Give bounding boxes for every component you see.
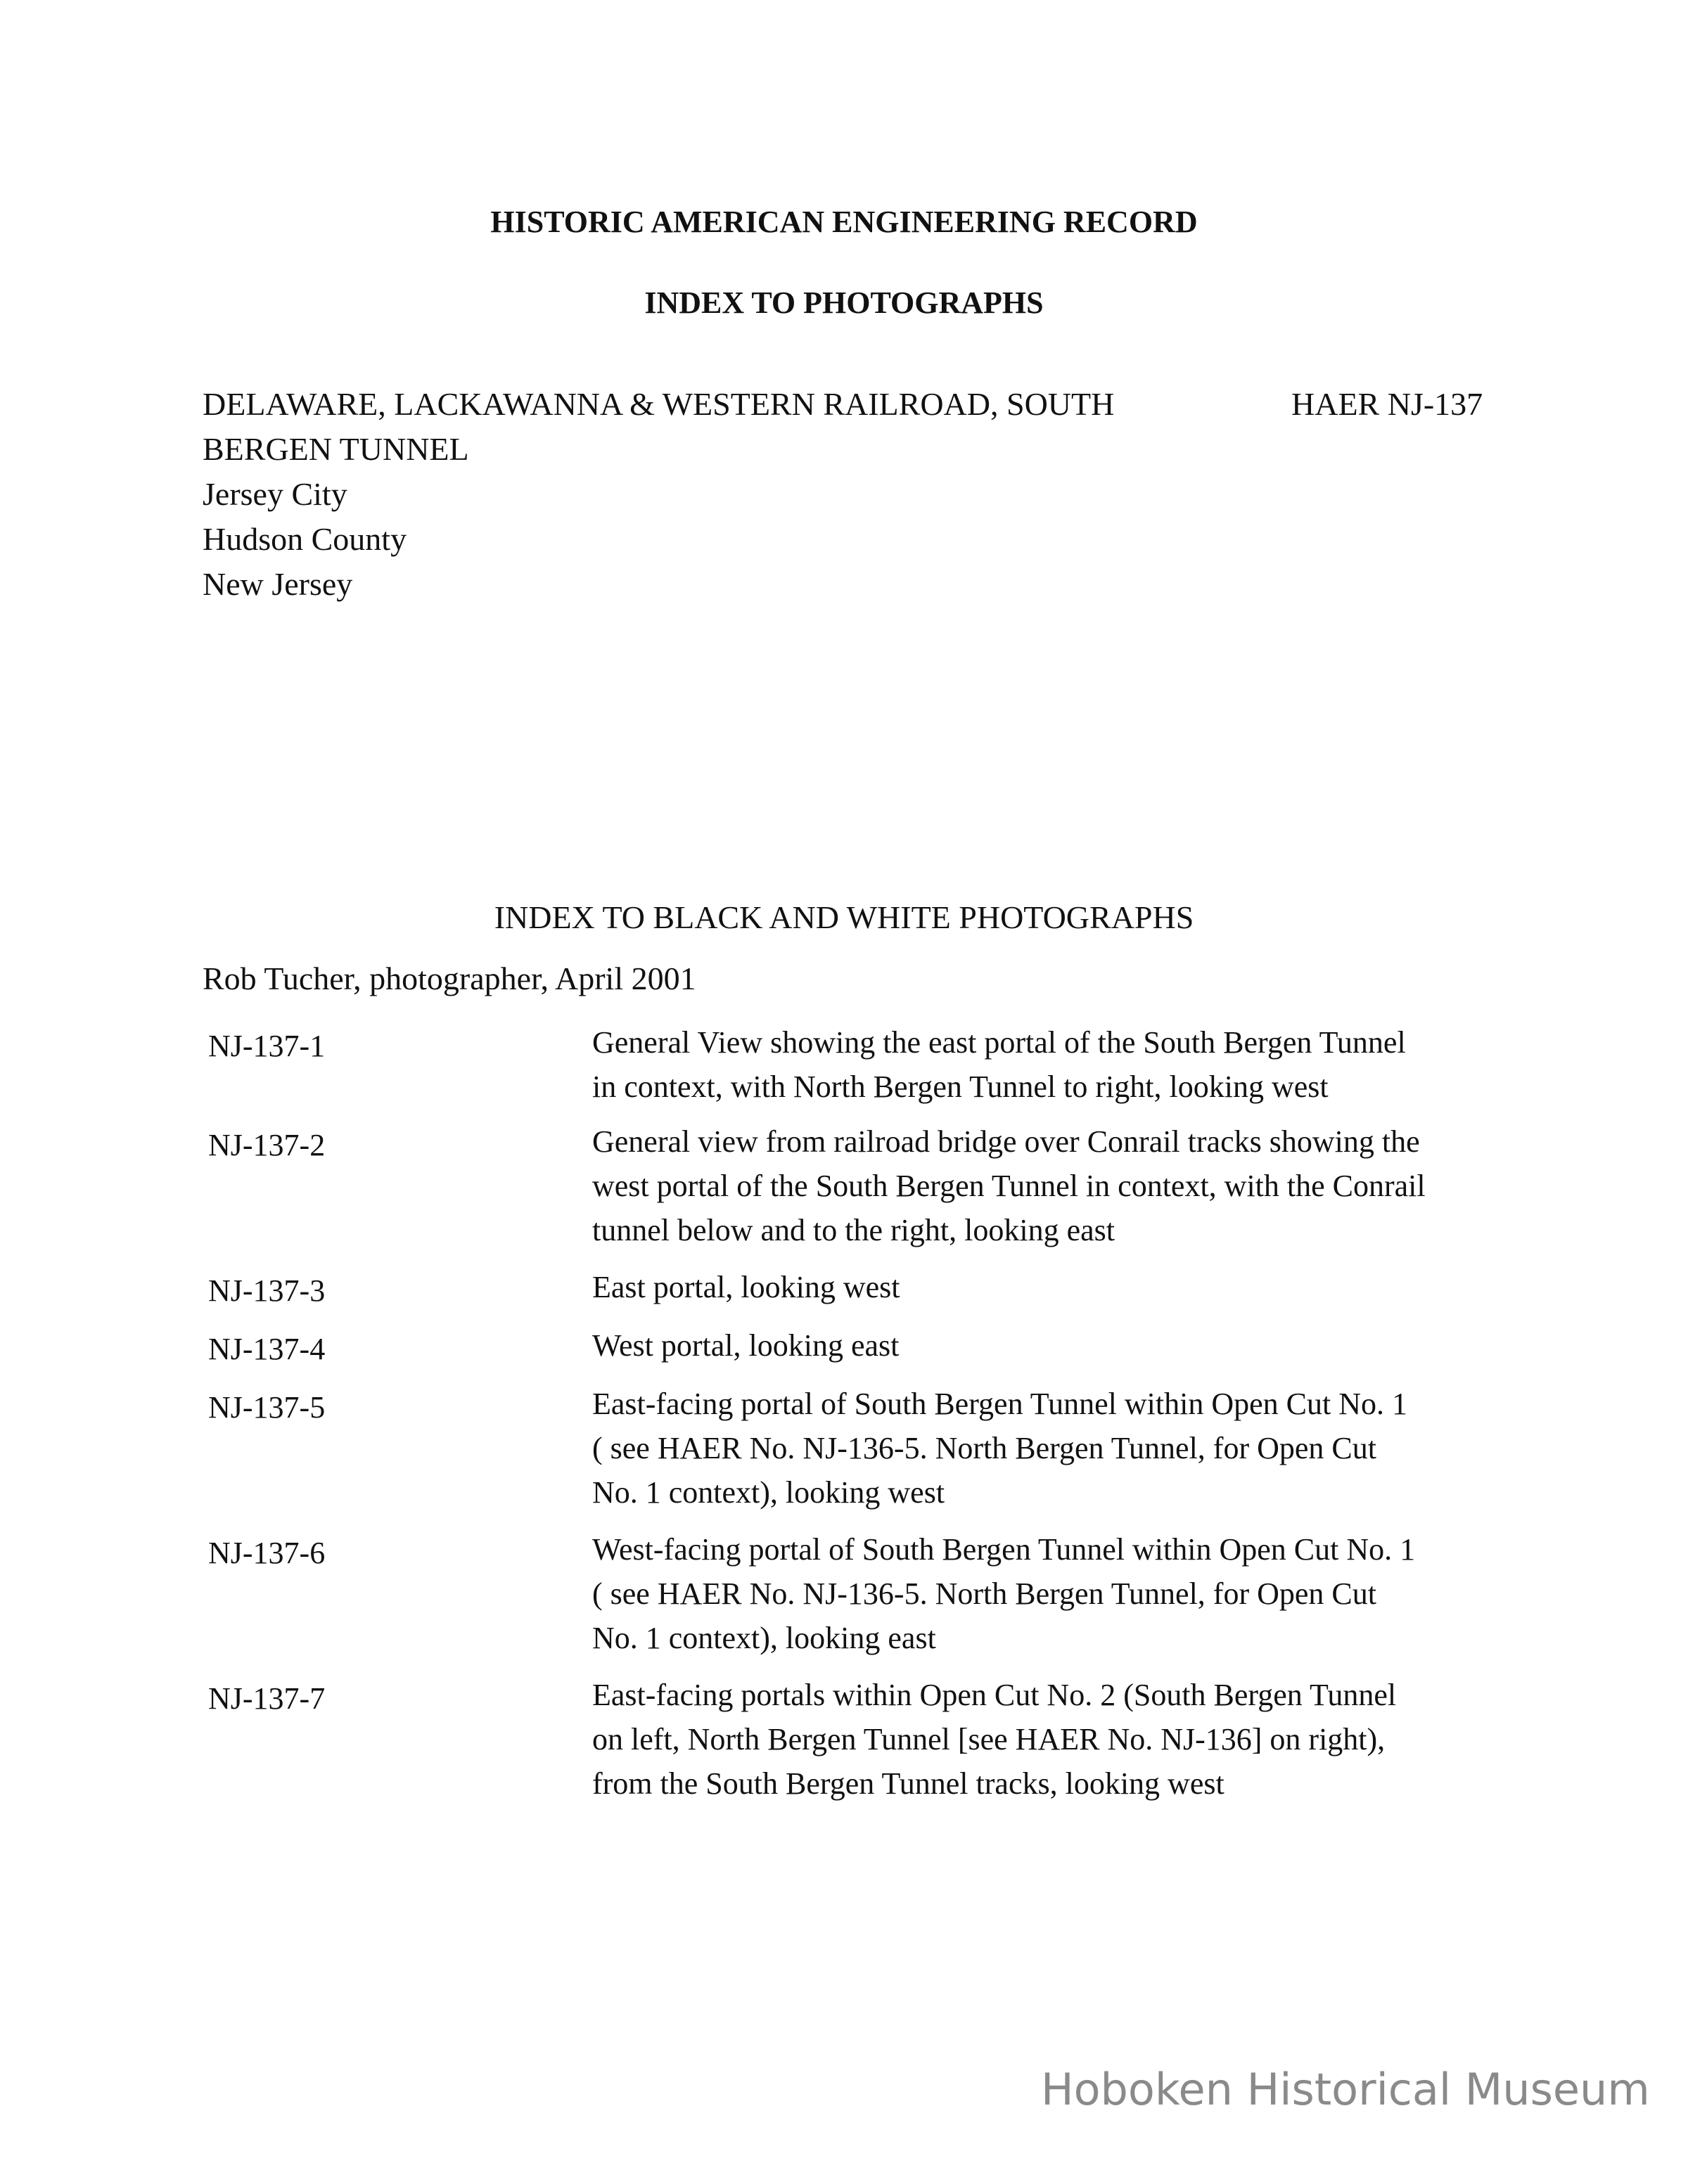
document-subtitle: INDEX TO PHOTOGRAPHS [644, 285, 1044, 320]
photo-id: NJ-137-5 [208, 1390, 326, 1425]
record-name-line-2: BERGEN TUNNEL [203, 431, 469, 467]
photo-description-line: from the South Bergen Tunnel tracks, looking west [592, 1766, 1225, 1801]
photo-description-line: west portal of the South Bergen Tunnel in context, with the Conrail [592, 1169, 1426, 1203]
photo-description-line: West-facing portal of South Bergen Tunnel within Open Cut No. 1 [592, 1532, 1416, 1567]
photo-description-line: ( see HAER No. NJ-136-5. North Bergen Tunnel, for Open Cut [592, 1431, 1376, 1465]
photo-id: NJ-137-2 [208, 1128, 326, 1162]
museum-watermark: Hoboken Historical Museum [1041, 2064, 1650, 2115]
record-name-line-1: DELAWARE, LACKAWANNA & WESTERN RAILROAD, SOUTH [203, 386, 1115, 422]
record-city: Jersey City [203, 476, 347, 512]
record-county: Hudson County [203, 521, 407, 557]
photo-description [592, 1323, 1507, 1368]
photo-id: NJ-137-4 [208, 1332, 326, 1366]
photo-description-line: East portal, looking west [592, 1270, 900, 1304]
photo-id: NJ-137-6 [208, 1536, 326, 1570]
photo-description-line: on left, North Bergen Tunnel [see HAER No. NJ-136] on right), [592, 1722, 1386, 1756]
photo-description [592, 1673, 1507, 1806]
photo-description-line: East-facing portals within Open Cut No. 2 (South Bergen Tunnel [592, 1678, 1397, 1712]
photo-id: NJ-137-1 [208, 1029, 326, 1063]
photo-description-line: tunnel below and to the right, looking east [592, 1213, 1115, 1247]
photo-description-line: No. 1 context), looking east [592, 1621, 936, 1655]
photo-description [592, 1265, 1507, 1309]
document-title: HISTORIC AMERICAN ENGINEERING RECORD [490, 205, 1198, 239]
photo-description [592, 1020, 1507, 1109]
photo-description-line: East-facing portal of South Bergen Tunnel within Open Cut No. 1 [592, 1387, 1407, 1421]
photo-id: NJ-137-3 [208, 1273, 326, 1308]
photographer-credit: Rob Tucher, photographer, April 2001 [203, 961, 696, 996]
photo-description-line: ( see HAER No. NJ-136-5. North Bergen Tunnel, for Open Cut [592, 1576, 1376, 1611]
photo-id: NJ-137-7 [208, 1681, 326, 1716]
photo-description-line: West portal, looking east [592, 1328, 900, 1363]
photo-description [592, 1119, 1507, 1252]
photo-description [592, 1382, 1507, 1515]
photo-description-line: General View showing the east portal of the South Bergen Tunnel [592, 1025, 1406, 1060]
photo-description-line: General view from railroad bridge over Conrail tracks showing the [592, 1124, 1420, 1159]
photo-description-line: in context, with North Bergen Tunnel to right, looking west [592, 1069, 1329, 1104]
photo-description [592, 1527, 1507, 1660]
record-state: New Jersey [203, 566, 353, 602]
haer-number: HAER NJ-137 [1291, 386, 1483, 422]
index-heading: INDEX TO BLACK AND WHITE PHOTOGRAPHS [494, 899, 1194, 935]
photo-description-line: No. 1 context), looking west [592, 1475, 945, 1510]
